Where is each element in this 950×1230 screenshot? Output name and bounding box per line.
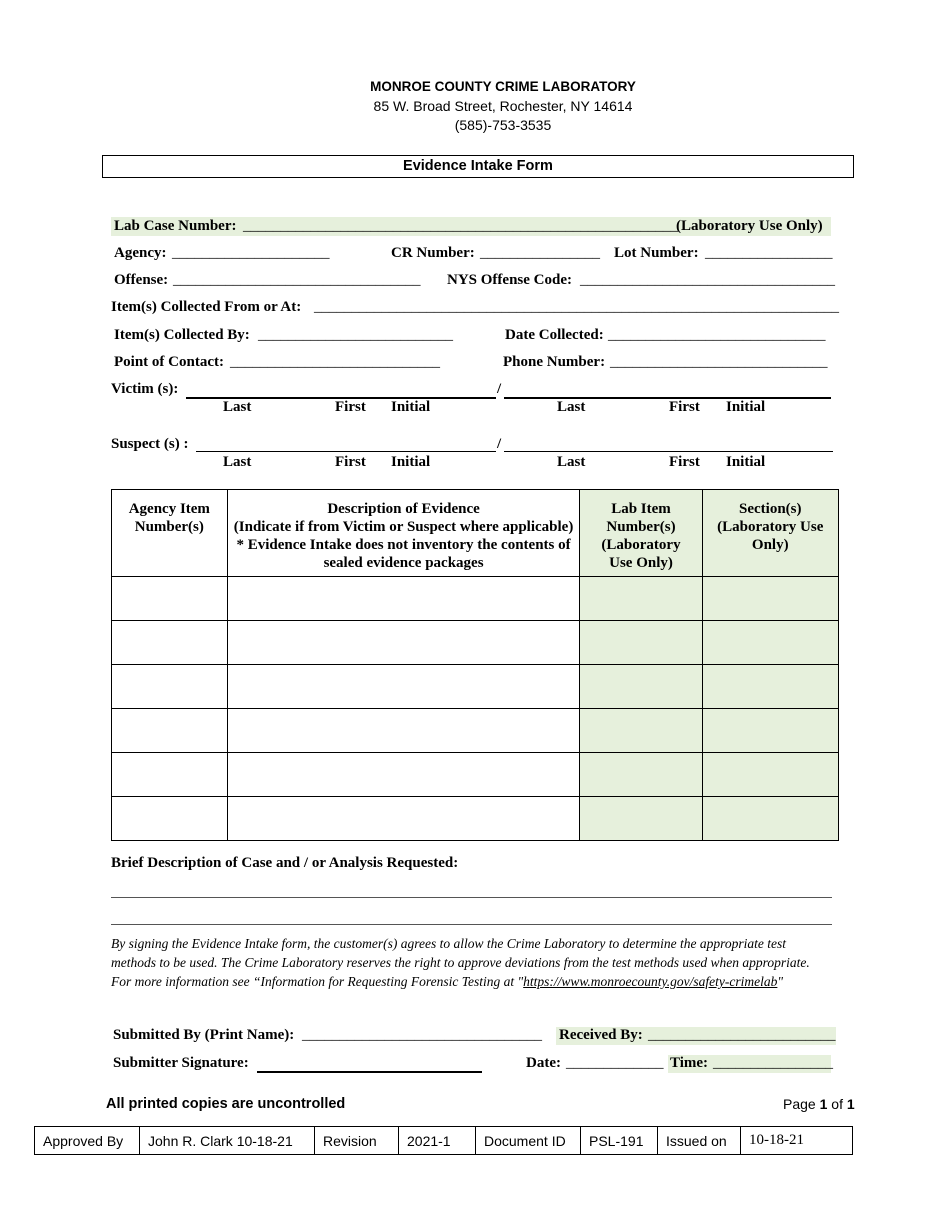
suspect-input-1[interactable] bbox=[196, 451, 496, 452]
nys-offense-code-input[interactable]: __________________________________ bbox=[580, 272, 835, 288]
issued-on-value: 10-18-21 bbox=[741, 1127, 853, 1155]
brief-description-label: Brief Description of Case and / or Analysis Requested: bbox=[111, 855, 459, 871]
suspect-label: Suspect (s) : bbox=[111, 436, 189, 452]
victim-initial-1: Initial bbox=[391, 399, 431, 415]
section-cell[interactable] bbox=[702, 709, 838, 753]
date-collected-input[interactable]: _____________________________ bbox=[608, 327, 826, 343]
table-row bbox=[112, 577, 839, 621]
items-collected-from-input[interactable]: ______________________________________________________________________ bbox=[314, 299, 839, 315]
issued-on-label: Issued on bbox=[658, 1127, 741, 1155]
agency-item-cell[interactable] bbox=[112, 577, 228, 621]
section-cell[interactable] bbox=[702, 797, 838, 841]
items-collected-by-input[interactable]: __________________________ bbox=[258, 327, 453, 343]
lab-item-cell[interactable] bbox=[580, 577, 702, 621]
submitter-signature-input[interactable] bbox=[257, 1071, 482, 1073]
approved-by-value: John R. Clark 10-18-21 bbox=[140, 1127, 315, 1155]
disclaimer-text: By signing the Evidence Intake form, the customer(s) agrees to allow the Crime Laboratory to determine the appropriate test methods to be used. The Crime Laboratory reserves the right to approve deviations from the test methods used when appropriate. bbox=[111, 936, 810, 970]
lab-case-note: (Laboratory Use Only) bbox=[676, 218, 823, 234]
revision-label: Revision bbox=[315, 1127, 399, 1155]
time-input[interactable]: ________________ bbox=[713, 1055, 833, 1071]
victim-initial-2: Initial bbox=[726, 399, 766, 415]
more-info: For more information see “Information for Requesting Forensic Testing at "https://www.monroecounty.gov/safety-crimelab" bbox=[111, 974, 784, 989]
lab-item-cell[interactable] bbox=[580, 665, 702, 709]
col-description-header: Description of Evidence (Indicate if from Victim or Suspect where applicable) * Evidence Intake does not inventory the contents of sealed evidence packages bbox=[227, 490, 580, 577]
submitter-signature-label: Submitter Signature: bbox=[113, 1055, 249, 1071]
uncontrolled-note: All printed copies are uncontrolled bbox=[106, 1096, 346, 1112]
lab-address: 85 W. Broad Street, Rochester, NY 14614 bbox=[373, 98, 633, 114]
submitted-by-input[interactable]: ________________________________ bbox=[302, 1027, 542, 1043]
agency-item-cell[interactable] bbox=[112, 797, 228, 841]
victim-last-2: Last bbox=[557, 399, 586, 415]
lab-case-label: Lab Case Number: bbox=[114, 218, 237, 234]
description-cell[interactable] bbox=[227, 577, 580, 621]
items-collected-by-label: Item(s) Collected By: bbox=[114, 327, 250, 343]
description-cell[interactable] bbox=[227, 797, 580, 841]
submitted-by-label: Submitted By (Print Name): bbox=[113, 1027, 295, 1043]
section-cell[interactable] bbox=[702, 577, 838, 621]
disclaimer bbox=[111, 934, 823, 991]
section-cell[interactable] bbox=[702, 665, 838, 709]
victim-first-1: First bbox=[335, 399, 366, 415]
victim-input-2[interactable] bbox=[504, 397, 831, 399]
items-collected-from-label: Item(s) Collected From or At: bbox=[111, 299, 302, 315]
date-input[interactable]: _____________ bbox=[566, 1055, 664, 1071]
section-cell[interactable] bbox=[702, 753, 838, 797]
form-title-box bbox=[102, 155, 854, 178]
suspect-last-2: Last bbox=[557, 454, 586, 470]
form-title: Evidence Intake Form bbox=[403, 158, 553, 174]
suspect-last-1: Last bbox=[223, 454, 252, 470]
suspect-initial-1: Initial bbox=[391, 454, 431, 470]
offense-input[interactable]: _________________________________ bbox=[173, 272, 421, 288]
suspect-first-2: First bbox=[669, 454, 700, 470]
received-by-input[interactable]: _________________________ bbox=[648, 1027, 836, 1043]
description-cell[interactable] bbox=[227, 665, 580, 709]
brief-description-line-2[interactable] bbox=[111, 924, 832, 925]
victim-first-2: First bbox=[669, 399, 700, 415]
agency-item-cell[interactable] bbox=[112, 665, 228, 709]
document-id-label: Document ID bbox=[476, 1127, 581, 1155]
col-agency-item-header: Agency Item Number(s) bbox=[112, 490, 228, 577]
victim-separator: / bbox=[497, 381, 502, 397]
table-row bbox=[112, 709, 839, 753]
lab-phone: (585)-753-3535 bbox=[454, 117, 552, 133]
document-control-row bbox=[35, 1127, 853, 1155]
nys-offense-code-label: NYS Offense Code: bbox=[447, 272, 572, 288]
phone-number-input[interactable]: _____________________________ bbox=[610, 354, 828, 370]
page-number: Page 1 of 1 bbox=[783, 1096, 855, 1112]
revision-value: 2021-1 bbox=[399, 1127, 476, 1155]
time-label: Time: bbox=[670, 1055, 709, 1071]
lab-case-input[interactable]: __________________________________________________________ bbox=[243, 218, 678, 234]
victim-last-1: Last bbox=[223, 399, 252, 415]
victim-label: Victim (s): bbox=[111, 381, 179, 397]
agency-item-cell[interactable] bbox=[112, 753, 228, 797]
section-cell[interactable] bbox=[702, 621, 838, 665]
brief-description-line-1[interactable] bbox=[111, 897, 832, 898]
phone-number-label: Phone Number: bbox=[503, 354, 606, 370]
agency-item-cell[interactable] bbox=[112, 709, 228, 753]
col-sections-header: Section(s) (Laboratory Use Only) bbox=[702, 490, 838, 577]
date-collected-label: Date Collected: bbox=[505, 327, 604, 343]
table-row bbox=[112, 665, 839, 709]
suspect-separator: / bbox=[497, 436, 502, 452]
agency-label: Agency: bbox=[114, 245, 167, 261]
received-by-label: Received By: bbox=[559, 1027, 643, 1043]
lab-item-cell[interactable] bbox=[580, 709, 702, 753]
lab-item-cell[interactable] bbox=[580, 753, 702, 797]
point-of-contact-input[interactable]: ____________________________ bbox=[230, 354, 440, 370]
table-row bbox=[112, 621, 839, 665]
point-of-contact-label: Point of Contact: bbox=[114, 354, 224, 370]
lab-item-cell[interactable] bbox=[580, 797, 702, 841]
agency-input[interactable]: _____________________ bbox=[172, 245, 330, 261]
lot-number-input[interactable]: _________________ bbox=[705, 245, 833, 261]
description-cell[interactable] bbox=[227, 753, 580, 797]
approved-by-label: Approved By bbox=[35, 1127, 140, 1155]
agency-item-cell[interactable] bbox=[112, 621, 228, 665]
table-row bbox=[112, 753, 839, 797]
crimelab-link[interactable]: https://www.monroecounty.gov/safety-crimelab bbox=[523, 974, 778, 989]
suspect-first-1: First bbox=[335, 454, 366, 470]
offense-label: Offense: bbox=[114, 272, 169, 288]
lab-item-cell[interactable] bbox=[580, 621, 702, 665]
date-label: Date: bbox=[526, 1055, 561, 1071]
cr-number-input[interactable]: ________________ bbox=[480, 245, 600, 261]
lot-number-label: Lot Number: bbox=[614, 245, 699, 261]
lab-name: MONROE COUNTY CRIME LABORATORY bbox=[370, 79, 636, 94]
evidence-table bbox=[111, 489, 839, 841]
table-row bbox=[112, 797, 839, 841]
document-control-table bbox=[34, 1126, 853, 1155]
description-cell[interactable] bbox=[227, 709, 580, 753]
evidence-table-header bbox=[112, 490, 839, 577]
description-cell[interactable] bbox=[227, 621, 580, 665]
suspect-input-2[interactable] bbox=[504, 451, 833, 452]
cr-number-label: CR Number: bbox=[391, 245, 475, 261]
suspect-initial-2: Initial bbox=[726, 454, 766, 470]
col-lab-item-header: Lab Item Number(s) (Laboratory Use Only) bbox=[580, 490, 702, 577]
document-id-value: PSL-191 bbox=[581, 1127, 658, 1155]
